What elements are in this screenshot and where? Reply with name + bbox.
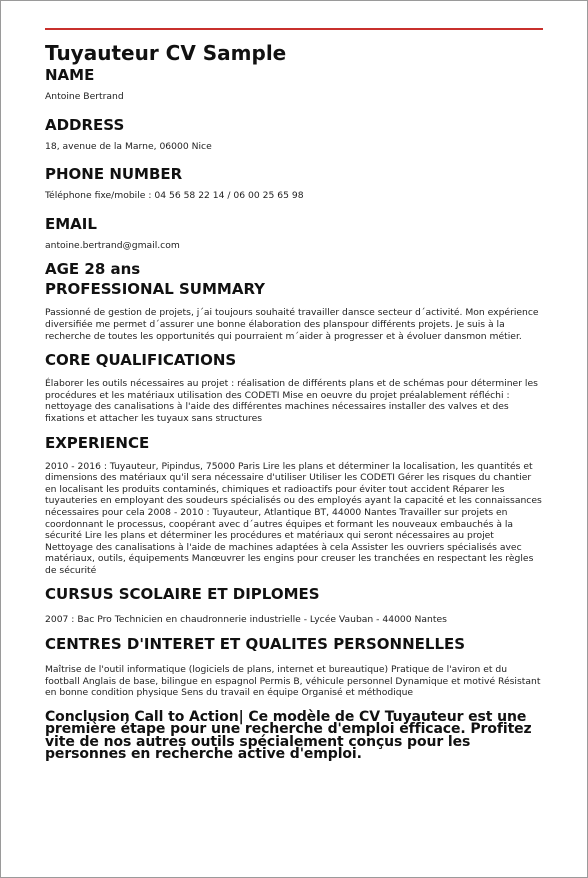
education-text: 2007 : Bac Pro Technicien en chaudronnerie industrielle - Lycée Vauban - 44000 Nantes [45, 614, 447, 626]
qualifications-text: Élaborer les outils nécessaires au projet : réalisation de différents plans et de schémas pour déterminer les procédures et les matériaux utilisation des CODETI Mise en oeuvre du projet préalablement réfléchi : nettoyage des canalisations à l'aide des différentes machines nécessaires installer des valves et des fixations et attacher les tuyaux sans structures [45, 378, 538, 424]
summary-heading: PROFESSIONAL SUMMARY [45, 280, 266, 299]
conclusion-call-to-action: Conclusion Call to Action| Ce modèle de CV Tuyauteur est une première étape pour une recherche d'emploi efficace. Profitez vite de nos autres outils spécialement conçus pour les personnes en recherche active d'emploi. [45, 708, 532, 763]
interests-heading: CENTRES D'INTERET ET QUALITES PERSONNELLES [45, 635, 466, 654]
age-heading: AGE 28 ans [45, 260, 141, 279]
interests-text: Maîtrise de l'outil informatique (logiciels de plans, internet et bureautique) Pratique de l'aviron et du football Anglais de base, bilingue en espagnol Permis B, véhicule personnel Dynamique et motivé Résistant en bonne condition physique Sens du travail en équipe Organisé et méthodique [45, 664, 541, 699]
address-heading: ADDRESS [45, 115, 125, 134]
education-heading: CURSUS SCOLAIRE ET DIPLOMES [45, 585, 320, 604]
qualifications-heading: CORE QUALIFICATIONS [45, 351, 237, 370]
phone-value: Téléphone fixe/mobile : 04 56 58 22 14 / 06 00 25 65 98 [45, 190, 304, 202]
top-accent-rule [45, 28, 543, 30]
experience-heading: EXPERIENCE [45, 433, 150, 452]
summary-text: Passionné de gestion de projets, j´ai toujours souhaité travailler dansce secteur d´activité. Mon expérience diversifiée me permet d´assurer une bonne élaboration des planspour différents projets. Je suis à la recherche de toutes les opportunités qui pourraient m´aider à progresser et à évoluer dansmon métier. [45, 307, 539, 342]
experience-text: 2010 - 2016 : Tuyauteur, Pipindus, 75000 Paris Lire les plans et déterminer la localisation, les quantités et dimensions des matériaux qu'il sera nécessaire d'utiliser Utiliser les CODETI Gérer les risques du chantier en localisant les produits contaminés, chimiques et radioactifs pour éviter tout accident Réparer les tuyauteries en employant des soudeurs spécialisés ou des employés ayant la capacité et les connaissances nécessaires pour cela 2008 - 2010 : Tuyauteur, Atlantique BT, 44000 Nantes Travailler sur projets en coordonnant le processus, coopérant avec d´autres équipes et formant les nouveaux embauchés à la sécurité Lire les plans et déterminer les procédures et matériaux qui seront nécessaires au projet Nettoyage des canalisations à l'aide de machines adaptées à cela Assister les ouvriers spécialisés avec matériaux, outils, équipements Manœuvrer les engins pour creuser les tranchées en respectant les règles de sécurité [45, 460, 542, 576]
name-value: Antoine Bertrand [45, 91, 124, 102]
phone-heading: PHONE NUMBER [45, 165, 183, 184]
page-title: Tuyauteur CV Sample [45, 41, 287, 65]
address-value: 18, avenue de la Marne, 06000 Nice [45, 140, 212, 152]
name-heading: NAME [45, 66, 95, 84]
email-value: antoine.bertrand@gmail.com [45, 239, 180, 251]
email-heading: EMAIL [45, 214, 97, 233]
